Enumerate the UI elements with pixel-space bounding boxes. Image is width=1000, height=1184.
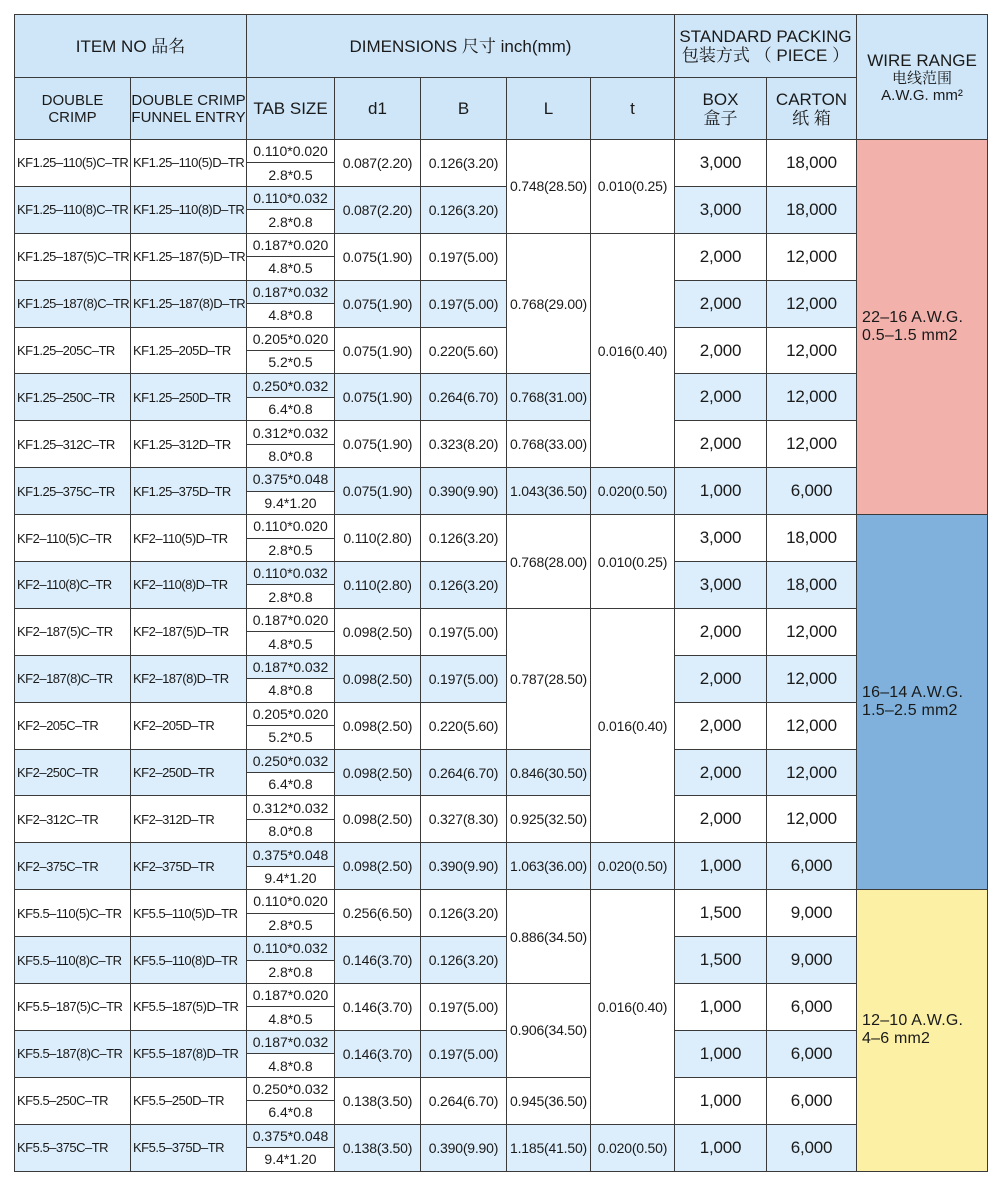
funnel-model: KF2–375D–TR <box>131 843 247 890</box>
dimensions-header: DIMENSIONS 尺寸 inch(mm) <box>247 15 675 78</box>
tab-size-mm: 6.4*0.8 <box>247 398 334 420</box>
carton-qty: 12,000 <box>767 421 857 468</box>
wire-range-line2: 电线范围 <box>892 69 953 87</box>
b-value: 0.197(5.00) <box>421 984 507 1031</box>
carton-qty: 6,000 <box>767 468 857 515</box>
tab-size-inch: 0.375*0.048 <box>247 1125 334 1148</box>
box-qty: 2,000 <box>675 796 767 843</box>
tab-size <box>247 562 335 609</box>
box-qty: 3,000 <box>675 140 767 187</box>
table-row <box>15 421 988 468</box>
double-crimp-line1: DOUBLE <box>41 91 104 109</box>
tab-size-inch: 0.187*0.020 <box>247 234 334 257</box>
box-qty: 2,000 <box>675 374 767 421</box>
d1-value: 0.087(2.20) <box>335 140 421 187</box>
carton-qty: 12,000 <box>767 233 857 280</box>
d1-value: 0.146(3.70) <box>335 984 421 1031</box>
l-value: 1.063(36.00) <box>507 843 591 890</box>
box-qty: 2,000 <box>675 608 767 655</box>
tab-size-mm: 9.4*1.20 <box>247 492 334 514</box>
l-value: 0.768(29.00) <box>507 233 591 374</box>
carton-header <box>767 78 857 140</box>
t-value: 0.016(0.40) <box>591 233 675 467</box>
double-crimp-header <box>15 78 131 140</box>
carton-qty: 12,000 <box>767 796 857 843</box>
table-row <box>15 280 988 327</box>
tab-size <box>247 280 335 327</box>
b-value: 0.126(3.20) <box>421 186 507 233</box>
tab-size-mm: 6.4*0.8 <box>247 1101 334 1123</box>
t-value: 0.020(0.50) <box>591 468 675 515</box>
tab-size <box>247 984 335 1031</box>
carton-qty: 6,000 <box>767 1124 857 1171</box>
d1-value: 0.110(2.80) <box>335 562 421 609</box>
tab-size-inch: 0.110*0.032 <box>247 187 334 210</box>
d1-value: 0.075(1.90) <box>335 421 421 468</box>
tab-size-inch: 0.250*0.032 <box>247 374 334 397</box>
table-row <box>15 327 988 374</box>
carton-qty: 12,000 <box>767 327 857 374</box>
table-row <box>15 1077 988 1124</box>
table-row <box>15 515 988 562</box>
carton-qty: 18,000 <box>767 140 857 187</box>
funnel-model: KF2–110(5)D–TR <box>131 515 247 562</box>
tab-size-mm: 4.8*0.8 <box>247 1054 334 1076</box>
box-qty: 1,000 <box>675 468 767 515</box>
tab-size-mm: 2.8*0.8 <box>247 585 334 607</box>
l-value: 0.768(33.00) <box>507 421 591 468</box>
d1-value: 0.075(1.90) <box>335 374 421 421</box>
funnel-model: KF1.25–375D–TR <box>131 468 247 515</box>
funnel-line2: FUNNEL ENTRY <box>131 108 246 126</box>
b-value: 0.323(8.20) <box>421 421 507 468</box>
b-value: 0.126(3.20) <box>421 562 507 609</box>
wire-range-awg: 12–10 A.W.G. <box>862 1012 964 1030</box>
crimp-model: KF5.5–375C–TR <box>15 1124 131 1171</box>
carton-line1: CARTON <box>775 89 848 109</box>
crimp-model: KF1.25–312C–TR <box>15 421 131 468</box>
table-row <box>15 890 988 937</box>
tab-size-inch: 0.110*0.032 <box>247 562 334 585</box>
carton-qty: 12,000 <box>767 749 857 796</box>
d1-value: 0.110(2.80) <box>335 515 421 562</box>
table-row <box>15 843 988 890</box>
tab-size-inch: 0.312*0.032 <box>247 796 334 819</box>
tab-size-mm: 6.4*0.8 <box>247 773 334 795</box>
table-row <box>15 374 988 421</box>
l-header: L <box>507 78 591 140</box>
funnel-model: KF1.25–205D–TR <box>131 327 247 374</box>
tab-size-inch: 0.110*0.020 <box>247 515 334 538</box>
table-row <box>15 1030 988 1077</box>
wire-range-awg: 16–14 A.W.G. <box>862 684 964 702</box>
b-value: 0.197(5.00) <box>421 655 507 702</box>
carton-qty: 18,000 <box>767 515 857 562</box>
table-row <box>15 702 988 749</box>
tab-size <box>247 374 335 421</box>
crimp-model: KF1.25–110(5)C–TR <box>15 140 131 187</box>
tab-size-inch: 0.187*0.032 <box>247 281 334 304</box>
funnel-model: KF5.5–187(8)D–TR <box>131 1030 247 1077</box>
tab-size <box>247 468 335 515</box>
d1-value: 0.098(2.50) <box>335 843 421 890</box>
tab-size-mm: 5.2*0.5 <box>247 351 334 373</box>
tab-size <box>247 233 335 280</box>
t-value: 0.016(0.40) <box>591 608 675 842</box>
d1-value: 0.098(2.50) <box>335 608 421 655</box>
carton-qty: 9,000 <box>767 890 857 937</box>
b-value: 0.197(5.00) <box>421 280 507 327</box>
funnel-entry-header <box>131 78 247 140</box>
d1-value: 0.098(2.50) <box>335 702 421 749</box>
l-value: 1.043(36.50) <box>507 468 591 515</box>
standard-packing-line2: 包装方式 （ PIECE ） <box>681 46 850 65</box>
l-value: 0.768(28.00) <box>507 515 591 609</box>
table-row <box>15 186 988 233</box>
b-value: 0.126(3.20) <box>421 515 507 562</box>
crimp-model: KF1.25–187(8)C–TR <box>15 280 131 327</box>
funnel-model: KF1.25–250D–TR <box>131 374 247 421</box>
l-value: 0.787(28.50) <box>507 608 591 749</box>
funnel-model: KF5.5–375D–TR <box>131 1124 247 1171</box>
box-qty: 1,000 <box>675 1124 767 1171</box>
crimp-model: KF2–250C–TR <box>15 749 131 796</box>
b-value: 0.126(3.20) <box>421 890 507 937</box>
funnel-line1: DOUBLE CRIMP <box>131 91 246 109</box>
funnel-model: KF1.25–187(8)D–TR <box>131 280 247 327</box>
carton-qty: 12,000 <box>767 280 857 327</box>
wire-range-mm: 4–6 mm2 <box>862 1030 931 1048</box>
funnel-model: KF2–110(8)D–TR <box>131 562 247 609</box>
wire-range-line1: WIRE RANGE <box>867 50 977 70</box>
box-qty: 1,000 <box>675 1077 767 1124</box>
tab-size-mm: 2.8*0.8 <box>247 961 334 983</box>
tab-size <box>247 1077 335 1124</box>
tab-size <box>247 843 335 890</box>
funnel-model: KF2–187(8)D–TR <box>131 655 247 702</box>
box-qty: 2,000 <box>675 327 767 374</box>
tab-size-header: TAB SIZE <box>247 78 335 140</box>
b-value: 0.126(3.20) <box>421 937 507 984</box>
box-qty: 2,000 <box>675 702 767 749</box>
b-value: 0.390(9.90) <box>421 468 507 515</box>
t-value: 0.016(0.40) <box>591 890 675 1124</box>
carton-qty: 6,000 <box>767 843 857 890</box>
table-body <box>15 140 988 1172</box>
tab-size <box>247 186 335 233</box>
tab-size <box>247 937 335 984</box>
d1-value: 0.075(1.90) <box>335 280 421 327</box>
standard-packing-line1: STANDARD PACKING <box>679 27 852 46</box>
tab-size <box>247 515 335 562</box>
crimp-model: KF5.5–187(8)C–TR <box>15 1030 131 1077</box>
funnel-model: KF2–205D–TR <box>131 702 247 749</box>
t-value: 0.020(0.50) <box>591 1124 675 1171</box>
crimp-model: KF2–187(5)C–TR <box>15 608 131 655</box>
tab-size-inch: 0.375*0.048 <box>247 468 334 491</box>
b-value: 0.220(5.60) <box>421 327 507 374</box>
tab-size-inch: 0.187*0.020 <box>247 984 334 1007</box>
carton-qty: 18,000 <box>767 562 857 609</box>
d1-value: 0.075(1.90) <box>335 327 421 374</box>
b-value: 0.327(8.30) <box>421 796 507 843</box>
crimp-model: KF5.5–187(5)C–TR <box>15 984 131 1031</box>
d1-value: 0.146(3.70) <box>335 1030 421 1077</box>
tab-size <box>247 140 335 187</box>
carton-qty: 18,000 <box>767 186 857 233</box>
t-value: 0.020(0.50) <box>591 843 675 890</box>
tab-size-mm: 8.0*0.8 <box>247 445 334 467</box>
carton-qty: 12,000 <box>767 608 857 655</box>
funnel-model: KF2–187(5)D–TR <box>131 608 247 655</box>
funnel-model: KF1.25–110(5)D–TR <box>131 140 247 187</box>
tab-size-mm: 2.8*0.8 <box>247 210 334 232</box>
table-row <box>15 655 988 702</box>
d1-value: 0.075(1.90) <box>335 468 421 515</box>
tab-size <box>247 796 335 843</box>
carton-qty: 6,000 <box>767 1030 857 1077</box>
box-qty: 1,500 <box>675 890 767 937</box>
tab-size-inch: 0.312*0.032 <box>247 421 334 444</box>
table-row <box>15 608 988 655</box>
b-value: 0.126(3.20) <box>421 140 507 187</box>
l-value: 0.768(31.00) <box>507 374 591 421</box>
crimp-model: KF2–312C–TR <box>15 796 131 843</box>
l-value: 0.748(28.50) <box>507 140 591 234</box>
carton-qty: 12,000 <box>767 702 857 749</box>
l-value: 0.925(32.50) <box>507 796 591 843</box>
crimp-model: KF1.25–250C–TR <box>15 374 131 421</box>
funnel-model: KF5.5–187(5)D–TR <box>131 984 247 1031</box>
wire-range-mm: 0.5–1.5 mm2 <box>862 327 958 345</box>
standard-packing-header <box>675 15 857 78</box>
box-qty: 3,000 <box>675 186 767 233</box>
d1-value: 0.087(2.20) <box>335 186 421 233</box>
crimp-model: KF5.5–110(5)C–TR <box>15 890 131 937</box>
double-crimp-line2: CRIMP <box>48 108 97 126</box>
crimp-model: KF2–375C–TR <box>15 843 131 890</box>
funnel-model: KF1.25–312D–TR <box>131 421 247 468</box>
funnel-model: KF2–312D–TR <box>131 796 247 843</box>
d1-value: 0.146(3.70) <box>335 937 421 984</box>
carton-qty: 12,000 <box>767 374 857 421</box>
table-row <box>15 984 988 1031</box>
table-row <box>15 937 988 984</box>
tab-size-inch: 0.110*0.032 <box>247 937 334 960</box>
wire-range-awg: 22–16 A.W.G. <box>862 309 964 327</box>
table-row <box>15 233 988 280</box>
carton-qty: 12,000 <box>767 655 857 702</box>
crimp-model: KF1.25–205C–TR <box>15 327 131 374</box>
b-value: 0.264(6.70) <box>421 374 507 421</box>
funnel-model: KF1.25–110(8)D–TR <box>131 186 247 233</box>
box-qty: 2,000 <box>675 421 767 468</box>
t-header: t <box>591 78 675 140</box>
t-value: 0.010(0.25) <box>591 140 675 234</box>
box-qty: 1,000 <box>675 843 767 890</box>
tab-size-inch: 0.250*0.032 <box>247 750 334 773</box>
b-value: 0.390(9.90) <box>421 843 507 890</box>
d1-value: 0.098(2.50) <box>335 749 421 796</box>
tab-size-inch: 0.205*0.020 <box>247 703 334 726</box>
table-row <box>15 796 988 843</box>
crimp-model: KF1.25–187(5)C–TR <box>15 233 131 280</box>
wire-range-cell <box>857 890 988 1171</box>
b-header: B <box>421 78 507 140</box>
b-value: 0.197(5.00) <box>421 608 507 655</box>
box-qty: 1,000 <box>675 1030 767 1077</box>
tab-size-inch: 0.110*0.020 <box>247 890 334 913</box>
tab-size-mm: 2.8*0.5 <box>247 914 334 936</box>
box-qty: 2,000 <box>675 749 767 796</box>
tab-size-inch: 0.250*0.032 <box>247 1078 334 1101</box>
t-value: 0.010(0.25) <box>591 515 675 609</box>
carton-line2: 纸 箱 <box>792 108 831 128</box>
d1-value: 0.138(3.50) <box>335 1077 421 1124</box>
tab-size-inch: 0.187*0.020 <box>247 609 334 632</box>
tab-size-mm: 2.8*0.5 <box>247 539 334 561</box>
tab-size-inch: 0.187*0.032 <box>247 656 334 679</box>
box-qty: 3,000 <box>675 562 767 609</box>
box-header <box>675 78 767 140</box>
wire-range-line3: A.W.G. mm² <box>881 86 963 104</box>
b-value: 0.264(6.70) <box>421 1077 507 1124</box>
wire-range-mm: 1.5–2.5 mm2 <box>862 702 958 720</box>
tab-size <box>247 749 335 796</box>
table-row <box>15 468 988 515</box>
carton-qty: 6,000 <box>767 1077 857 1124</box>
tab-size-mm: 9.4*1.20 <box>247 867 334 889</box>
crimp-model: KF1.25–375C–TR <box>15 468 131 515</box>
tab-size <box>247 327 335 374</box>
funnel-model: KF5.5–250D–TR <box>131 1077 247 1124</box>
l-value: 0.886(34.50) <box>507 890 591 984</box>
wire-range-cell <box>857 140 988 515</box>
tab-size-inch: 0.375*0.048 <box>247 843 334 866</box>
crimp-model: KF2–205C–TR <box>15 702 131 749</box>
l-value: 0.906(34.50) <box>507 984 591 1078</box>
b-value: 0.390(9.90) <box>421 1124 507 1171</box>
crimp-model: KF2–110(5)C–TR <box>15 515 131 562</box>
d1-value: 0.098(2.50) <box>335 655 421 702</box>
l-value: 1.185(41.50) <box>507 1124 591 1171</box>
carton-qty: 9,000 <box>767 937 857 984</box>
tab-size-inch: 0.110*0.020 <box>247 140 334 163</box>
tab-size-inch: 0.205*0.020 <box>247 328 334 351</box>
box-qty: 2,000 <box>675 655 767 702</box>
tab-size-mm: 4.8*0.8 <box>247 304 334 326</box>
d1-value: 0.098(2.50) <box>335 796 421 843</box>
l-value: 0.846(30.50) <box>507 749 591 796</box>
table-row <box>15 562 988 609</box>
box-qty: 3,000 <box>675 515 767 562</box>
tab-size-mm: 8.0*0.8 <box>247 820 334 842</box>
box-line1: BOX <box>702 89 739 109</box>
funnel-model: KF5.5–110(8)D–TR <box>131 937 247 984</box>
crimp-model: KF5.5–250C–TR <box>15 1077 131 1124</box>
d1-value: 0.256(6.50) <box>335 890 421 937</box>
item-no-header: ITEM NO 品名 <box>15 15 247 78</box>
crimp-model: KF2–187(8)C–TR <box>15 655 131 702</box>
table-row <box>15 749 988 796</box>
tab-size-mm: 4.8*0.5 <box>247 632 334 654</box>
d1-value: 0.075(1.90) <box>335 233 421 280</box>
crimp-model: KF1.25–110(8)C–TR <box>15 186 131 233</box>
b-value: 0.264(6.70) <box>421 749 507 796</box>
b-value: 0.197(5.00) <box>421 1030 507 1077</box>
d1-header: d1 <box>335 78 421 140</box>
wire-range-header <box>857 15 988 140</box>
tab-size <box>247 655 335 702</box>
tab-size <box>247 702 335 749</box>
funnel-model: KF5.5–110(5)D–TR <box>131 890 247 937</box>
box-qty: 1,000 <box>675 984 767 1031</box>
spec-table <box>14 14 988 1172</box>
b-value: 0.220(5.60) <box>421 702 507 749</box>
tab-size <box>247 1030 335 1077</box>
tab-size <box>247 608 335 655</box>
funnel-model: KF1.25–187(5)D–TR <box>131 233 247 280</box>
tab-size <box>247 1124 335 1171</box>
d1-value: 0.138(3.50) <box>335 1124 421 1171</box>
box-line2: 盒子 <box>703 108 738 128</box>
l-value: 0.945(36.50) <box>507 1077 591 1124</box>
crimp-model: KF5.5–110(8)C–TR <box>15 937 131 984</box>
funnel-model: KF2–250D–TR <box>131 749 247 796</box>
box-qty: 2,000 <box>675 280 767 327</box>
box-qty: 1,500 <box>675 937 767 984</box>
tab-size-mm: 4.8*0.8 <box>247 679 334 701</box>
wire-range-cell <box>857 515 988 890</box>
table-row <box>15 140 988 187</box>
tab-size-mm: 4.8*0.5 <box>247 1007 334 1029</box>
box-qty: 2,000 <box>675 233 767 280</box>
tab-size-mm: 5.2*0.5 <box>247 726 334 748</box>
carton-qty: 6,000 <box>767 984 857 1031</box>
tab-size-mm: 2.8*0.5 <box>247 163 334 185</box>
tab-size <box>247 421 335 468</box>
tab-size-inch: 0.187*0.032 <box>247 1031 334 1054</box>
table-row <box>15 1124 988 1171</box>
tab-size-mm: 4.8*0.5 <box>247 257 334 279</box>
tab-size-mm: 9.4*1.20 <box>247 1148 334 1170</box>
crimp-model: KF2–110(8)C–TR <box>15 562 131 609</box>
tab-size <box>247 890 335 937</box>
b-value: 0.197(5.00) <box>421 233 507 280</box>
